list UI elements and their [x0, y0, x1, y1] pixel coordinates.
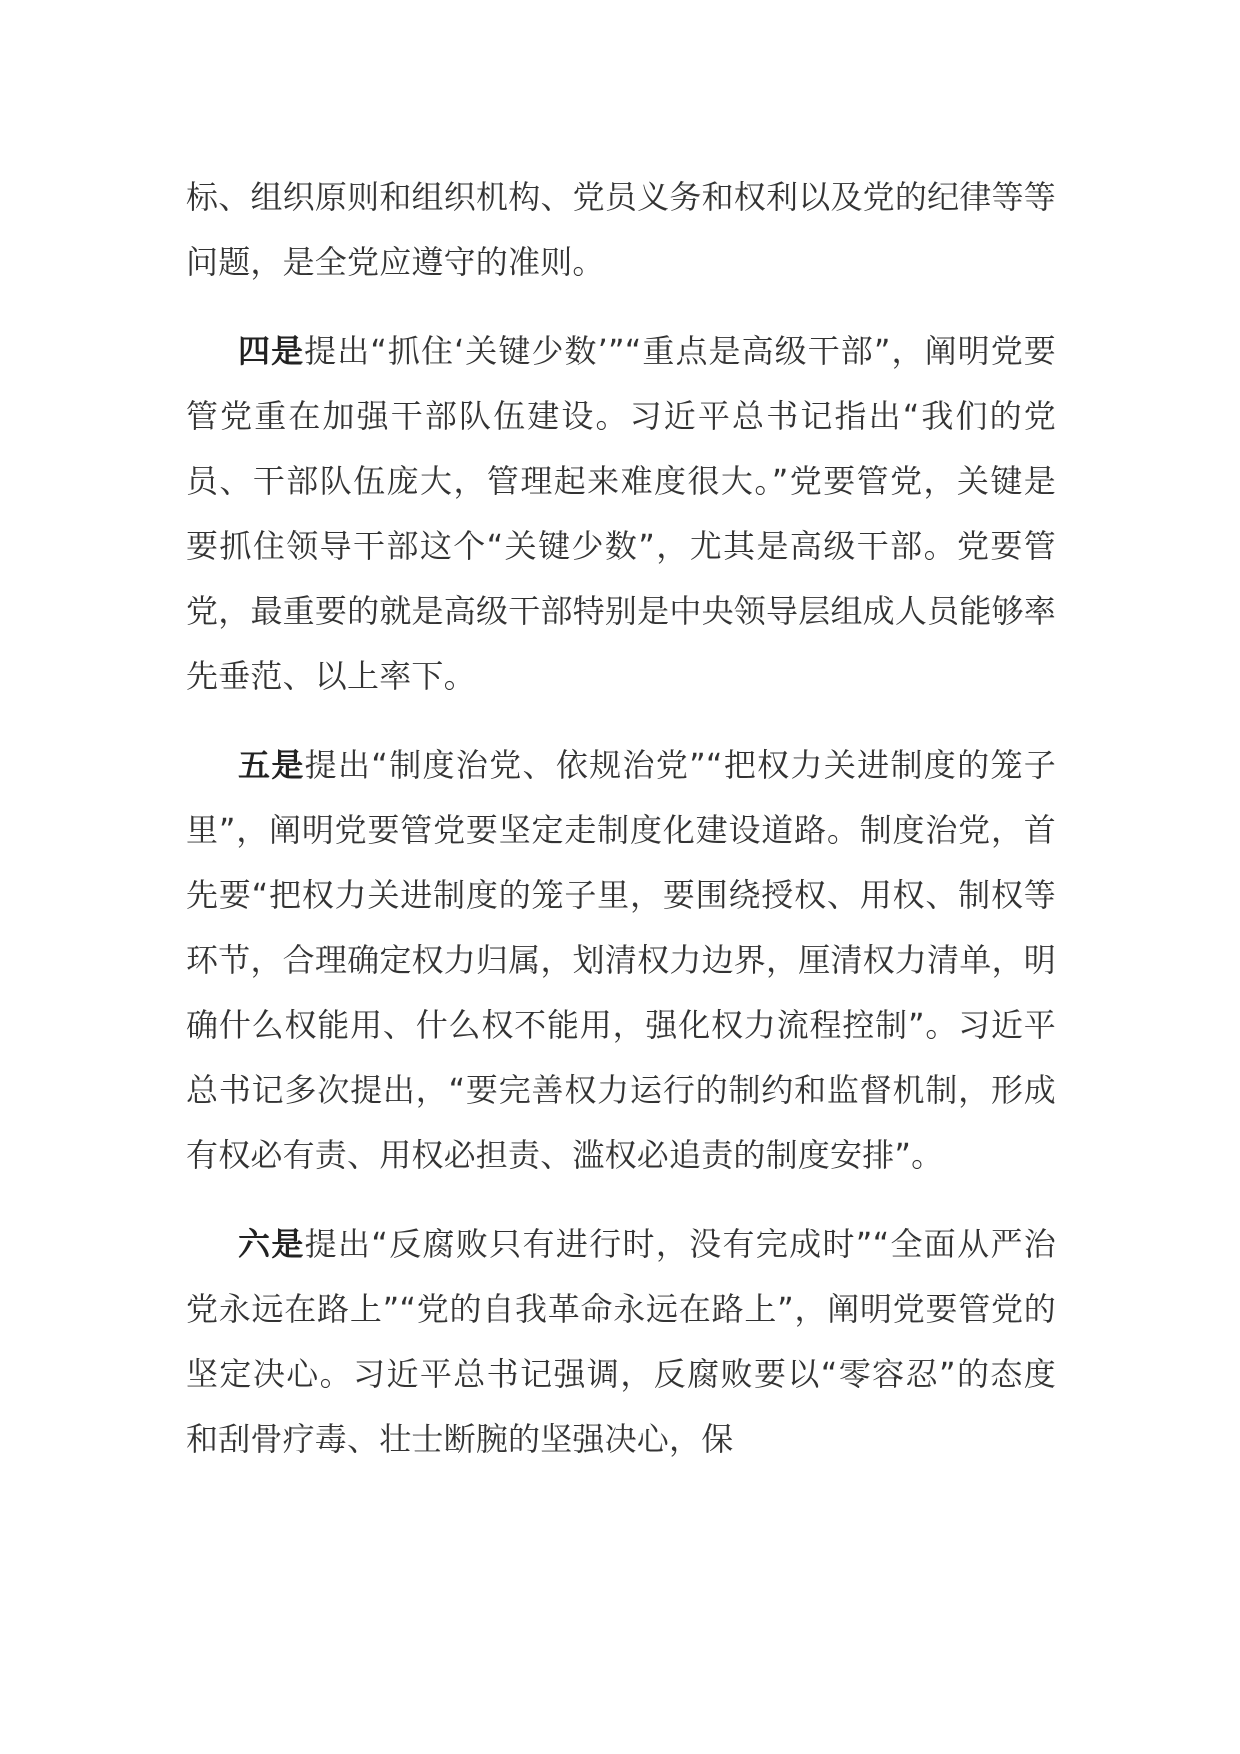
paragraph-text: 提出“抓住‘关键少数’”“重点是高级干部”，阐明党要管党重在加强干部队伍建设。习近平总书记指出“我们的党员、干部队伍庞大，管理起来难度很大。”党要管党，关键是要抓住领导干部这个“关键少数”，尤其是高级干部。党要管党，最重要的就是高级干部特别是中央领导层组成人员能够率先垂范、以上率下。 — [186, 332, 1056, 695]
paragraph-text: 提出“制度治党、依规治党”“把权力关进制度的笼子里”，阐明党要管党要坚定走制度化建设道路。制度治党，首先要“把权力关进制度的笼子里，要围绕授权、用权、制权等环节，合理确定权力归属，划清权力边界，厘清权力清单，明确什么权能用、什么权不能用，强化权力流程控制”。习近平总书记多次提出，“要完善权力运行的制约和监督机制，形成有权必有责、用权必担责、滥权必追责的制度安排”。 — [186, 746, 1056, 1174]
paragraph-lead: 五是 — [238, 746, 305, 784]
document-page — [186, 165, 1056, 1496]
paragraph-point-six — [186, 1212, 1056, 1472]
paragraph-lead: 四是 — [238, 332, 305, 370]
paragraph-continuation — [186, 165, 1056, 295]
paragraph-point-four — [186, 319, 1056, 709]
paragraph-text: 标、组织原则和组织机构、党员义务和权利以及党的纪律等等问题，是全党应遵守的准则。 — [186, 178, 1056, 281]
paragraph-text: 提出“反腐败只有进行时，没有完成时”“全面从严治党永远在路上”“党的自我革命永远在路上”，阐明党要管党的坚定决心。习近平总书记强调，反腐败要以“零容忍”的态度和刮骨疗毒、壮士断腕的坚强决心，保 — [186, 1225, 1056, 1458]
paragraph-lead: 六是 — [238, 1225, 305, 1263]
paragraph-point-five — [186, 733, 1056, 1188]
